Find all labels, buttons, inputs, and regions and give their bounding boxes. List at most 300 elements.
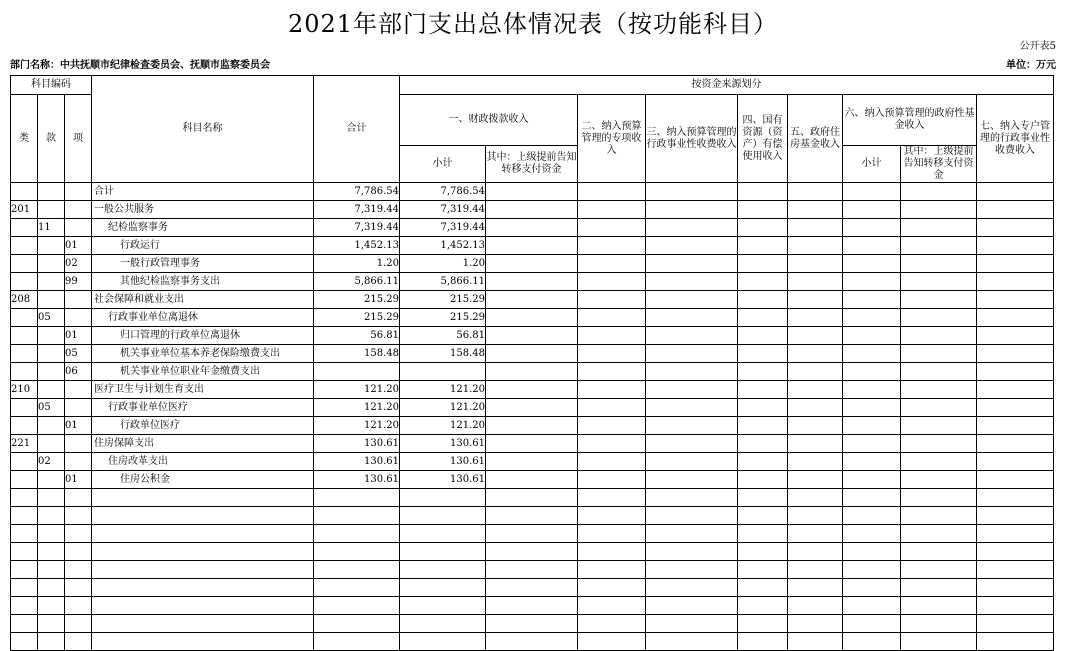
kuan-cell [38, 183, 65, 201]
lei-cell [11, 453, 38, 471]
empty-cell [11, 525, 38, 543]
empty-cell [788, 597, 843, 615]
empty-cell [843, 489, 901, 507]
empty-cell [843, 381, 901, 399]
empty-cell [738, 255, 788, 273]
empty-cell [646, 255, 738, 273]
empty-cell [38, 525, 65, 543]
xiang-cell [65, 381, 92, 399]
empty-cell [646, 633, 738, 651]
empty-cell [92, 579, 314, 597]
empty-cell [788, 345, 843, 363]
empty-cell [314, 615, 400, 633]
empty-cell [578, 633, 646, 651]
empty-cell [314, 525, 400, 543]
lei-cell: 201 [11, 201, 38, 219]
empty-cell [977, 327, 1054, 345]
empty-cell [977, 381, 1054, 399]
empty-cell [977, 579, 1054, 597]
empty-cell [11, 561, 38, 579]
empty-cell [843, 363, 901, 381]
empty-cell [901, 489, 977, 507]
total-cell: 215.29 [314, 309, 400, 327]
empty-cell [977, 201, 1054, 219]
kuan-cell [38, 435, 65, 453]
empty-cell [738, 201, 788, 219]
empty-cell [38, 543, 65, 561]
fiscal-subtotal-header: 小计 [400, 146, 486, 183]
empty-cell [788, 381, 843, 399]
empty-cell [646, 183, 738, 201]
empty-cell [400, 597, 486, 615]
empty-cell [901, 543, 977, 561]
empty-cell [646, 489, 738, 507]
total-cell: 121.20 [314, 399, 400, 417]
empty-cell [486, 579, 578, 597]
fiscal-subtotal-cell: 56.81 [400, 327, 486, 345]
empty-cell [486, 273, 578, 291]
empty-cell [843, 327, 901, 345]
empty-cell [738, 327, 788, 345]
empty-cell [486, 543, 578, 561]
empty-cell [901, 345, 977, 363]
kuan-cell [38, 471, 65, 489]
empty-cell [738, 219, 788, 237]
empty-cell [11, 543, 38, 561]
subject-name-cell: 合计 [92, 183, 314, 201]
table-row [11, 417, 1054, 435]
code-group-header: 科目编码 [11, 76, 92, 95]
empty-cell [400, 579, 486, 597]
blank-row [11, 579, 1054, 597]
gov-fund-transfer-header: 其中：上级提前告知转移支付资金 [901, 146, 977, 183]
empty-cell [11, 579, 38, 597]
lei-header: 类 [11, 95, 38, 183]
empty-cell [901, 597, 977, 615]
table-body [11, 183, 1054, 651]
empty-cell [400, 561, 486, 579]
kuan-cell [38, 201, 65, 219]
empty-cell [843, 255, 901, 273]
empty-cell [843, 507, 901, 525]
empty-cell [486, 183, 578, 201]
empty-cell [843, 417, 901, 435]
fiscal-subtotal-cell: 130.61 [400, 435, 486, 453]
total-cell: 130.61 [314, 453, 400, 471]
empty-cell [314, 507, 400, 525]
empty-cell [578, 345, 646, 363]
unit-label: 单位：万元 [1006, 60, 1056, 71]
blank-row [11, 561, 1054, 579]
empty-cell [788, 561, 843, 579]
subject-name-cell: 一般行政管理事务 [92, 255, 314, 273]
empty-cell [901, 417, 977, 435]
empty-cell [738, 291, 788, 309]
empty-cell [977, 561, 1054, 579]
empty-cell [578, 237, 646, 255]
empty-cell [314, 579, 400, 597]
table-row [11, 399, 1054, 417]
table-row [11, 309, 1054, 327]
empty-cell [400, 525, 486, 543]
empty-cell [646, 273, 738, 291]
empty-cell [788, 273, 843, 291]
kuan-header: 款 [38, 95, 65, 183]
empty-cell [843, 471, 901, 489]
total-cell: 1.20 [314, 255, 400, 273]
empty-cell [578, 579, 646, 597]
empty-cell [38, 597, 65, 615]
xiang-cell [65, 291, 92, 309]
empty-cell [65, 579, 92, 597]
empty-cell [92, 615, 314, 633]
empty-cell [486, 327, 578, 345]
fiscal-subtotal-cell: 7,319.44 [400, 201, 486, 219]
empty-cell [646, 327, 738, 345]
empty-cell [738, 561, 788, 579]
empty-cell [486, 417, 578, 435]
blank-row [11, 525, 1054, 543]
empty-cell [578, 201, 646, 219]
empty-cell [578, 363, 646, 381]
empty-cell [901, 219, 977, 237]
fiscal-subtotal-cell: 215.29 [400, 291, 486, 309]
empty-cell [578, 381, 646, 399]
empty-cell [314, 543, 400, 561]
empty-cell [578, 507, 646, 525]
housing-fund-header: 五、政府住房基金收入 [788, 95, 843, 183]
xiang-cell: 05 [65, 345, 92, 363]
table-row [11, 345, 1054, 363]
xiang-cell: 99 [65, 273, 92, 291]
empty-cell [486, 525, 578, 543]
total-cell [314, 363, 400, 381]
empty-cell [738, 363, 788, 381]
lei-cell [11, 237, 38, 255]
gov-fund-header: 六、纳入预算管理的政府性基金收入 [843, 95, 977, 146]
empty-cell [977, 543, 1054, 561]
subject-name-cell: 社会保障和就业支出 [92, 291, 314, 309]
kuan-cell [38, 345, 65, 363]
kuan-cell: 05 [38, 309, 65, 327]
empty-cell [486, 309, 578, 327]
special-account-header: 七、纳入专户管理的行政事业性收费收入 [977, 95, 1054, 183]
table-row [11, 201, 1054, 219]
empty-cell [977, 489, 1054, 507]
empty-cell [843, 219, 901, 237]
empty-cell [92, 633, 314, 651]
empty-cell [901, 381, 977, 399]
subject-name-cell: 纪检监察事务 [92, 219, 314, 237]
empty-cell [901, 201, 977, 219]
empty-cell [901, 399, 977, 417]
empty-cell [738, 543, 788, 561]
empty-cell [788, 237, 843, 255]
empty-cell [738, 507, 788, 525]
xiang-cell [65, 201, 92, 219]
kuan-cell [38, 417, 65, 435]
xiang-cell: 01 [65, 417, 92, 435]
empty-cell [788, 219, 843, 237]
empty-cell [578, 435, 646, 453]
kuan-cell [38, 327, 65, 345]
blank-row [11, 633, 1054, 651]
empty-cell [486, 363, 578, 381]
empty-cell [646, 435, 738, 453]
total-cell: 158.48 [314, 345, 400, 363]
empty-cell [65, 489, 92, 507]
fiscal-subtotal-cell: 7,786.54 [400, 183, 486, 201]
fiscal-subtotal-cell: 130.61 [400, 471, 486, 489]
empty-cell [486, 201, 578, 219]
empty-cell [843, 615, 901, 633]
empty-cell [843, 399, 901, 417]
total-cell: 7,786.54 [314, 183, 400, 201]
total-cell: 7,319.44 [314, 201, 400, 219]
empty-cell [977, 615, 1054, 633]
department-name: 部门名称：中共抚顺市纪律检查委员会、抚顺市监察委员会 [10, 60, 270, 71]
empty-cell [646, 291, 738, 309]
empty-cell [843, 273, 901, 291]
expenditure-table [10, 75, 1054, 651]
empty-cell [901, 525, 977, 543]
empty-cell [65, 561, 92, 579]
kuan-cell [38, 255, 65, 273]
empty-cell [578, 183, 646, 201]
empty-cell [901, 435, 977, 453]
fiscal-transfer-header: 其中：上级提前告知转移支付资金 [486, 146, 578, 183]
empty-cell [788, 417, 843, 435]
empty-cell [788, 399, 843, 417]
table-row [11, 219, 1054, 237]
empty-cell [400, 633, 486, 651]
lei-cell: 208 [11, 291, 38, 309]
empty-cell [977, 237, 1054, 255]
empty-cell [738, 489, 788, 507]
empty-cell [38, 561, 65, 579]
total-header: 合计 [314, 76, 400, 183]
empty-cell [646, 597, 738, 615]
empty-cell [738, 309, 788, 327]
empty-cell [901, 633, 977, 651]
subject-name-cell: 行政运行 [92, 237, 314, 255]
empty-cell [314, 633, 400, 651]
empty-cell [843, 435, 901, 453]
empty-cell [486, 489, 578, 507]
empty-cell [646, 507, 738, 525]
xiang-header: 项 [65, 95, 92, 183]
empty-cell [843, 633, 901, 651]
empty-cell [486, 597, 578, 615]
table-row [11, 327, 1054, 345]
fiscal-subtotal-cell: 5,866.11 [400, 273, 486, 291]
empty-cell [977, 309, 1054, 327]
empty-cell [92, 561, 314, 579]
kuan-cell [38, 273, 65, 291]
empty-cell [843, 561, 901, 579]
xiang-cell: 01 [65, 327, 92, 345]
empty-cell [92, 525, 314, 543]
table-row [11, 363, 1054, 381]
empty-cell [788, 489, 843, 507]
empty-cell [977, 345, 1054, 363]
kuan-cell: 02 [38, 453, 65, 471]
empty-cell [977, 507, 1054, 525]
empty-cell [646, 417, 738, 435]
table-row [11, 237, 1054, 255]
empty-cell [646, 399, 738, 417]
total-cell: 215.29 [314, 291, 400, 309]
empty-cell [843, 237, 901, 255]
empty-cell [486, 615, 578, 633]
empty-cell [486, 237, 578, 255]
empty-cell [578, 309, 646, 327]
empty-cell [486, 219, 578, 237]
empty-cell [646, 579, 738, 597]
subject-name-cell: 行政事业单位离退休 [92, 309, 314, 327]
xiang-cell [65, 309, 92, 327]
lei-cell: 221 [11, 435, 38, 453]
empty-cell [646, 525, 738, 543]
empty-cell [977, 471, 1054, 489]
subject-name-cell: 归口管理的行政单位离退休 [92, 327, 314, 345]
admin-fee-header: 三、纳入预算管理的行政事业性收费收入 [646, 95, 738, 183]
empty-cell [646, 453, 738, 471]
xiang-cell: 02 [65, 255, 92, 273]
subject-name-cell: 机关事业单位职业年金缴费支出 [92, 363, 314, 381]
xiang-cell [65, 219, 92, 237]
empty-cell [486, 255, 578, 273]
empty-cell [646, 381, 738, 399]
kuan-cell [38, 363, 65, 381]
empty-cell [38, 615, 65, 633]
empty-cell [788, 453, 843, 471]
empty-cell [400, 615, 486, 633]
source-group-header: 按资金来源划分 [400, 76, 1054, 95]
name-header: 科目名称 [92, 76, 314, 183]
empty-cell [11, 615, 38, 633]
empty-cell [977, 291, 1054, 309]
empty-cell [578, 615, 646, 633]
total-cell: 130.61 [314, 435, 400, 453]
lei-cell [11, 273, 38, 291]
empty-cell [738, 381, 788, 399]
total-cell: 1,452.13 [314, 237, 400, 255]
empty-cell [38, 489, 65, 507]
empty-cell [788, 579, 843, 597]
blank-row [11, 507, 1054, 525]
fiscal-subtotal-cell: 130.61 [400, 453, 486, 471]
empty-cell [843, 579, 901, 597]
empty-cell [788, 291, 843, 309]
empty-cell [788, 471, 843, 489]
empty-cell [977, 633, 1054, 651]
empty-cell [646, 471, 738, 489]
empty-cell [578, 597, 646, 615]
empty-cell [901, 273, 977, 291]
empty-cell [578, 525, 646, 543]
empty-cell [788, 633, 843, 651]
total-cell: 121.20 [314, 381, 400, 399]
table-row [11, 183, 1054, 201]
empty-cell [901, 255, 977, 273]
lei-cell [11, 309, 38, 327]
empty-cell [578, 273, 646, 291]
empty-cell [788, 201, 843, 219]
total-cell: 7,319.44 [314, 219, 400, 237]
xiang-cell: 06 [65, 363, 92, 381]
empty-cell [92, 597, 314, 615]
fiscal-subtotal-cell: 121.20 [400, 381, 486, 399]
empty-cell [977, 219, 1054, 237]
empty-cell [646, 201, 738, 219]
empty-cell [486, 435, 578, 453]
empty-cell [486, 633, 578, 651]
subject-name-cell: 住房改革支出 [92, 453, 314, 471]
lei-cell [11, 399, 38, 417]
empty-cell [11, 633, 38, 651]
empty-cell [901, 183, 977, 201]
empty-cell [578, 399, 646, 417]
subject-name-cell: 住房公积金 [92, 471, 314, 489]
empty-cell [400, 543, 486, 561]
empty-cell [486, 507, 578, 525]
empty-cell [486, 561, 578, 579]
empty-cell [38, 579, 65, 597]
fiscal-subtotal-cell: 7,319.44 [400, 219, 486, 237]
subject-name-cell: 机关事业单位基本养老保险缴费支出 [92, 345, 314, 363]
empty-cell [578, 489, 646, 507]
empty-cell [314, 597, 400, 615]
empty-cell [65, 633, 92, 651]
blank-row [11, 615, 1054, 633]
empty-cell [843, 543, 901, 561]
empty-cell [843, 525, 901, 543]
empty-cell [738, 579, 788, 597]
lei-cell [11, 255, 38, 273]
empty-cell [400, 507, 486, 525]
empty-cell [486, 453, 578, 471]
empty-cell [738, 633, 788, 651]
lei-cell [11, 471, 38, 489]
empty-cell [646, 615, 738, 633]
empty-cell [901, 471, 977, 489]
empty-cell [901, 453, 977, 471]
empty-cell [788, 435, 843, 453]
fiscal-subtotal-cell: 158.48 [400, 345, 486, 363]
kuan-cell: 11 [38, 219, 65, 237]
empty-cell [738, 237, 788, 255]
subject-name-cell: 医疗卫生与计划生育支出 [92, 381, 314, 399]
kuan-cell [38, 291, 65, 309]
gov-fund-subtotal-header: 小计 [843, 146, 901, 183]
empty-cell [578, 453, 646, 471]
table-row [11, 435, 1054, 453]
lei-cell [11, 219, 38, 237]
empty-cell [65, 597, 92, 615]
empty-cell [977, 255, 1054, 273]
table-row [11, 381, 1054, 399]
empty-cell [578, 327, 646, 345]
empty-cell [977, 597, 1054, 615]
empty-cell [578, 561, 646, 579]
xiang-cell [65, 399, 92, 417]
empty-cell [843, 183, 901, 201]
form-number: 公开表5 [1019, 41, 1056, 52]
xiang-cell [65, 183, 92, 201]
empty-cell [788, 525, 843, 543]
total-cell: 121.20 [314, 417, 400, 435]
